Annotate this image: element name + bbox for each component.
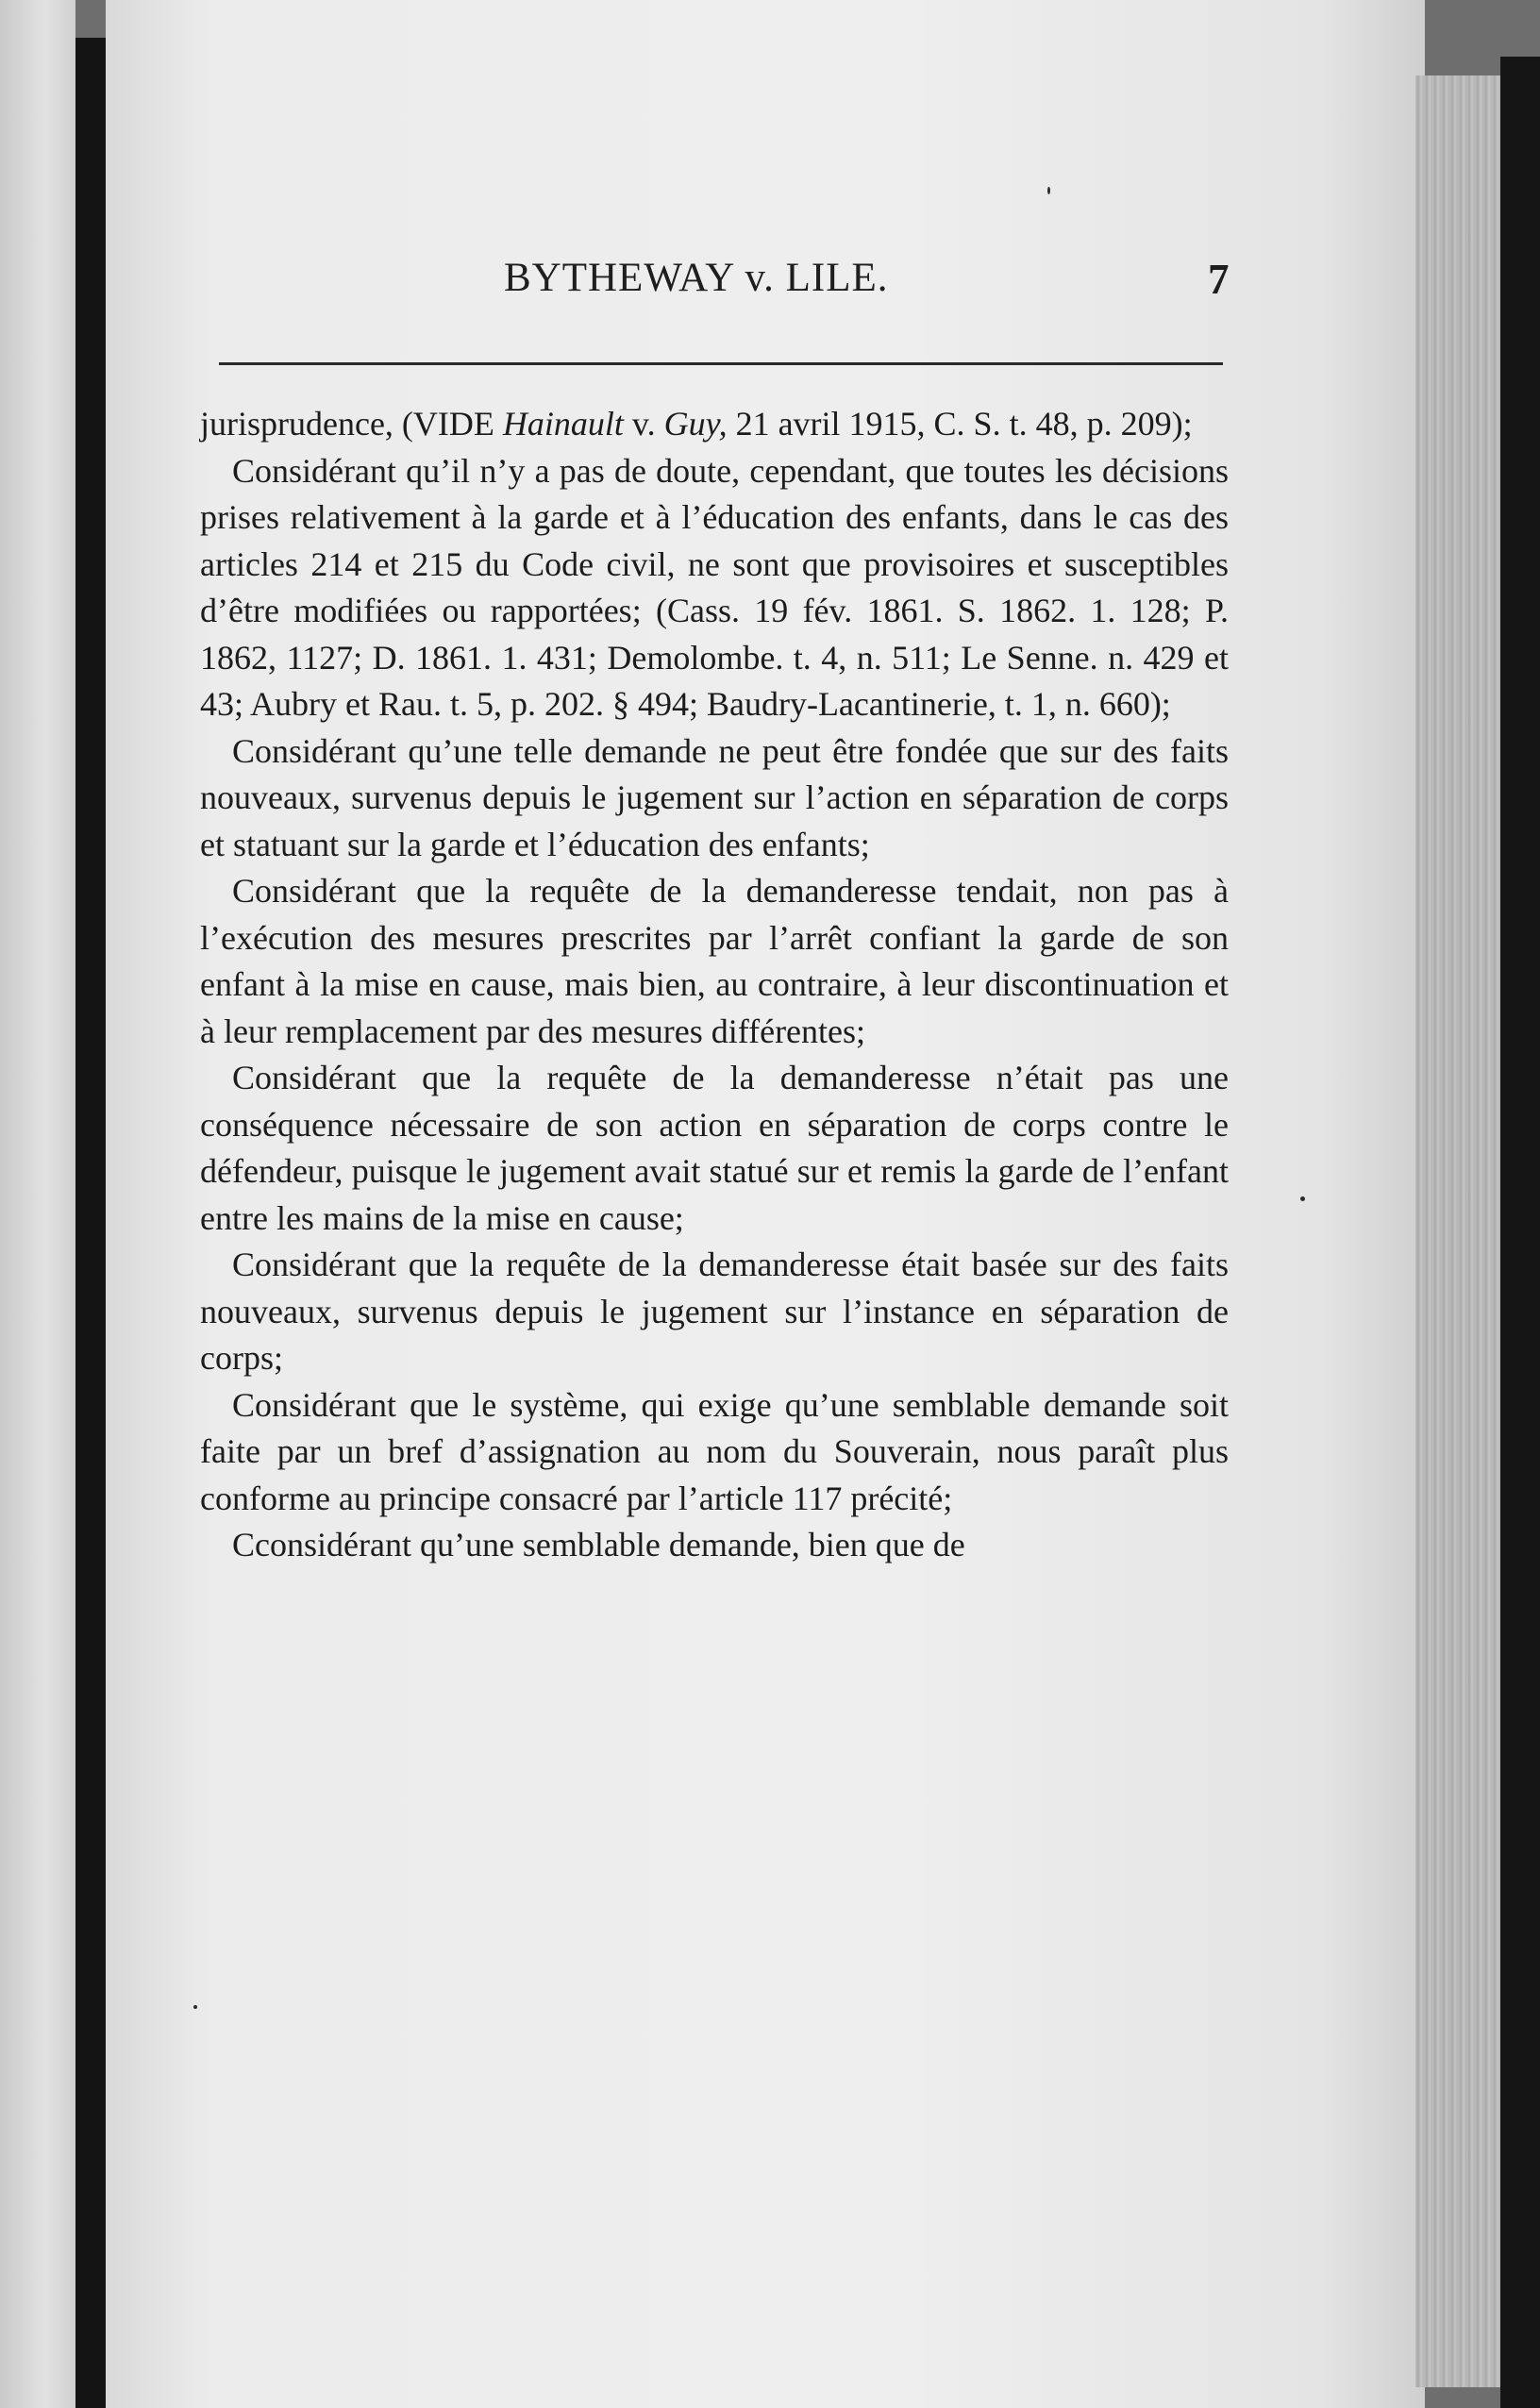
running-title: BYTHEWAY v. LILE. bbox=[504, 256, 889, 300]
text-run: Considérant que la requête de la demanderesse était basée sur des faits nouveaux, survenus depuis le jugement sur l’instance en séparation de corps; bbox=[200, 1246, 1229, 1377]
text-run: Cconsidérant qu’une semblable demande, bien que de bbox=[232, 1526, 965, 1564]
paragraph bbox=[200, 401, 1229, 448]
left-page-edge bbox=[0, 0, 75, 2408]
text-run: Considérant que la requête de la demanderesse n’était pas une conséquence nécessaire de son action en séparation de corps contre le défendeur, puisque le jugement avait statué sur et remis la garde de l’enfant entre les mains de la mise en cause; bbox=[200, 1059, 1229, 1237]
text-run: 21 avril 1915, C. S. t. 48, p. 209); bbox=[727, 405, 1193, 443]
paragraph bbox=[200, 1522, 1229, 1569]
dust-speck bbox=[193, 2005, 197, 2009]
body-text bbox=[200, 401, 1229, 1569]
text-run: Considérant que la requête de la demanderesse tendait, non pas à l’exécution des mesures prescrites par l’arrêt confiant la garde de son enfant à la mise en cause, mais bien, au contraire, à leur discontinuation et à leur remplacement par des mesures différentes; bbox=[200, 872, 1229, 1050]
page-stack-edge bbox=[1415, 75, 1500, 2387]
italic-text: Guy, bbox=[663, 405, 728, 443]
italic-text: Hainault bbox=[502, 405, 624, 443]
paragraph bbox=[200, 1055, 1229, 1242]
paragraph bbox=[200, 1382, 1229, 1523]
text-run: Considérant qu’il n’y a pas de doute, cependant, que toutes les décisions prises relativement à la garde et à l’éducation des enfants, dans le cas des articles 214 et 215 du Code civil, ne sont que provisoires et susceptibles d’être modifiées ou rapportées; (Cass. 19 fév. 1861. S. 1862. 1. 128; P. 1862, 1127; D. 1861. 1. 431; Demolombe. t. 4, n. 511; Le Senne. n. 429 et 43; Aubry et Rau. t. 5, p. 202. § 494; Baudry-Lacantinerie, t. 1, n. 660); bbox=[200, 451, 1229, 723]
book-cover-edge bbox=[1500, 57, 1540, 2408]
paragraph bbox=[200, 728, 1229, 869]
header-rule bbox=[219, 362, 1223, 365]
dust-speck bbox=[1047, 187, 1050, 194]
dust-speck bbox=[1300, 1196, 1305, 1201]
text-run: Considérant qu’une telle demande ne peut être fondée que sur des faits nouveaux, survenus depuis le jugement sur l’action en séparation de corps et statuant sur la garde et l’éducation des enfants; bbox=[200, 731, 1229, 863]
running-head bbox=[200, 255, 1238, 311]
book-gutter bbox=[75, 38, 106, 2408]
text-run: v. bbox=[623, 405, 664, 443]
text-run: Considérant que le système, qui exige qu’une semblable demande soit faite par un bref d’assignation au nom du Souverain, nous paraît plus conforme au principe consacré par l’article 117 précité; bbox=[200, 1385, 1229, 1517]
paragraph bbox=[200, 448, 1229, 728]
paragraph bbox=[200, 868, 1229, 1055]
text-run: jurisprudence, (VIDE bbox=[200, 405, 503, 443]
paragraph bbox=[200, 1242, 1229, 1382]
page-number: 7 bbox=[1208, 256, 1230, 303]
